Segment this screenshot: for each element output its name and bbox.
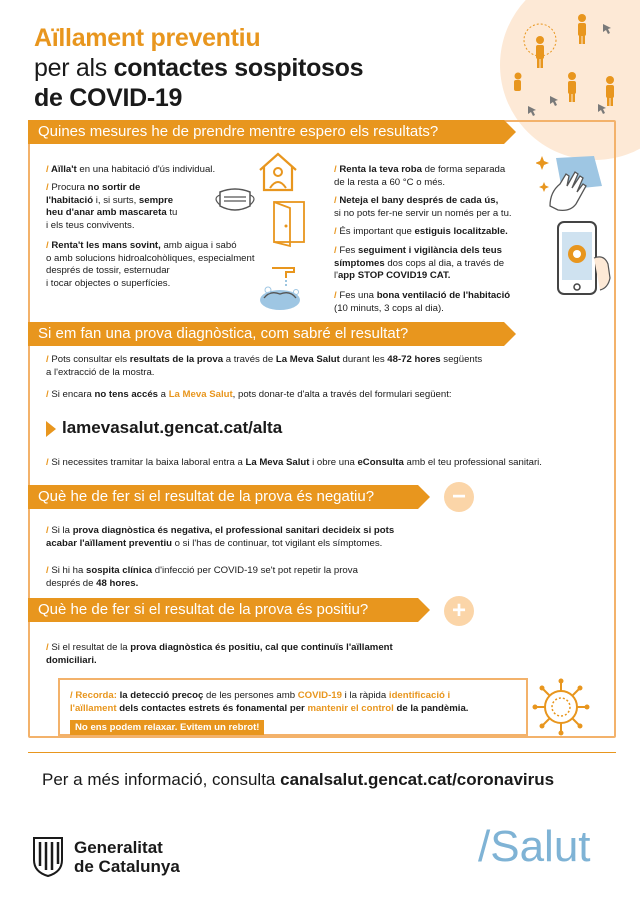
coat-of-arms-icon xyxy=(30,834,66,878)
mask-icon xyxy=(210,184,260,218)
section-bar-positive xyxy=(28,598,418,622)
signup-link[interactable]: lamevasalut.gencat.cat/alta xyxy=(62,418,283,437)
measure-handwash: / Renta't les mans sovint, amb aigua i sabó o amb solucions hidroalcohòliques, especialment després de tossir, esternudar i tocar objectes o superfícies. xyxy=(46,240,255,289)
reminder-tag: No ens podem relaxar. Evitem un rebrot! xyxy=(70,720,264,735)
house-icon xyxy=(256,150,300,194)
result-paragraph-1: / Pots consultar els resultats de la prova a través de La Meva Salut durant les 48-72 hores següents a l'extracció de la mostra. xyxy=(46,354,483,378)
measure-laundry: / Renta la teva roba de forma separada de la resta a 60 °C o més. xyxy=(334,164,506,188)
people-icon xyxy=(510,8,635,118)
salut-logo: /Salut xyxy=(478,822,591,871)
measure-bathroom: / Neteja el bany després de cada ús, si no pots fer-ne servir un només per a tu. xyxy=(334,195,512,219)
negative-paragraph-1: / Si la prova diagnòstica és negativa, el professional sanitari decideix si pots acabar l'aïllament preventiu o si l'has de continuar, tot vigilant els símptomes. xyxy=(46,525,395,549)
section-title: Què he de fer si el resultat de la prova és negatiu? xyxy=(38,488,375,505)
phone-app-icon xyxy=(552,218,614,300)
negative-paragraph-2: / Si hi ha sospita clínica d'infecció per COVID-19 se't pot repetir la prova després de 48 hores. xyxy=(46,565,358,589)
handwash-icon xyxy=(252,262,312,312)
virus-icon xyxy=(530,676,592,738)
cleaning-icon xyxy=(536,146,608,218)
play-arrow-icon xyxy=(45,420,57,438)
section-bar-measures xyxy=(28,120,504,144)
positive-paragraph-1: / Si el resultat de la prova diagnòstica és positiu, cal que continuïs l'aïllament domiciliari. xyxy=(46,642,393,666)
page-title-line3: de COVID-19 xyxy=(34,84,183,112)
canal-salut-link[interactable]: canalsalut.gencat.cat/coronavirus xyxy=(280,770,555,789)
measure-ventilation: / Fes una bona ventilació de l'habitació (10 minuts, 3 cops al dia). xyxy=(334,290,511,314)
page-title-line1: Aïllament preventiu xyxy=(34,24,261,52)
door-icon xyxy=(268,198,312,248)
section-title: Si em fan una prova diagnòstica, com sabré el resultat? xyxy=(38,325,409,342)
more-info-line: Per a més informació, consulta canalsalut.gencat.cat/coronavirus xyxy=(42,770,555,789)
section-bar-result xyxy=(28,322,504,346)
generalitat-logo-text: Generalitat de Catalunya xyxy=(74,838,180,876)
measure-isolate: / Aïlla't en una habitació d'ús individual. xyxy=(46,164,216,175)
section-title: Què he de fer si el resultat de la prova és positiu? xyxy=(38,601,369,618)
footer-divider xyxy=(28,752,616,753)
section-bar-negative xyxy=(28,485,418,509)
measure-no-exit: / Procura no sortir de l'habitació i, si surts, sempre heu d'anar amb mascareta tu i els teus convivents. xyxy=(46,182,178,231)
reminder-text: / Recorda: la detecció precoç de les persones amb COVID-19 i la ràpida identificació i l'aïllament dels contactes estrets és fonamental per mantenir el control de la pandèmia. xyxy=(70,690,469,714)
result-paragraph-3: / Si necessites tramitar la baixa laboral entra a La Meva Salut i obre una eConsulta amb el teu professional sanitari. xyxy=(46,457,542,468)
measure-locatable: / És important que estiguis localitzable. xyxy=(334,226,508,237)
measure-symptoms: / Fes seguiment i vigilància dels teus símptomes dos cops al dia, a través de l'app STOP COVID19 CAT. xyxy=(334,245,505,281)
result-paragraph-2: / Si encara no tens accés a La Meva Salut, pots donar-te d'alta a través del formulari següent: xyxy=(46,389,452,400)
plus-icon: + xyxy=(444,596,474,626)
page-title-line2: per als contactes sospitosos xyxy=(34,54,364,82)
minus-icon: − xyxy=(444,482,474,512)
section-title: Quines mesures he de prendre mentre espero els resultats? xyxy=(38,123,439,140)
